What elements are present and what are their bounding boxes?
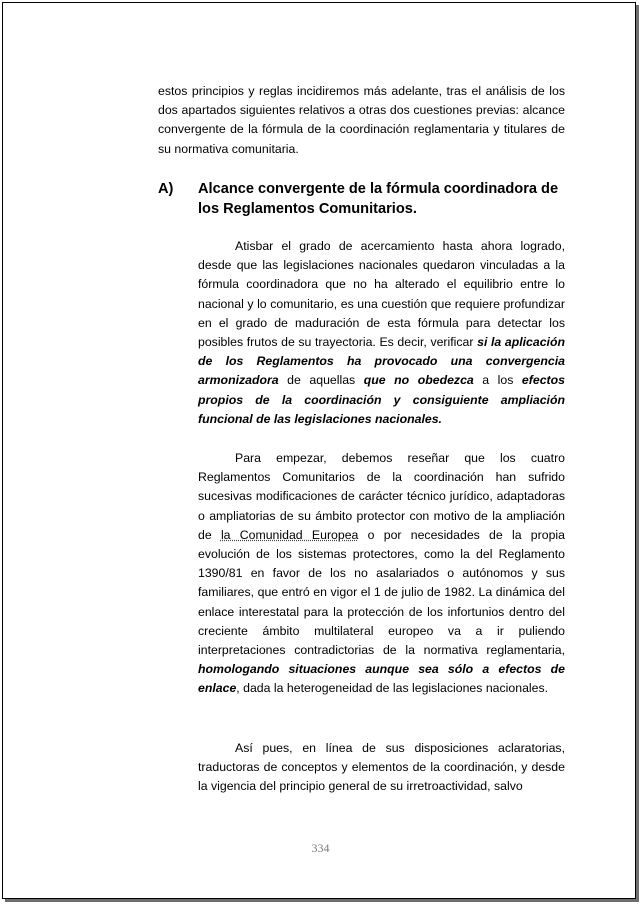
comunidad-europea-link[interactable]: la Comunidad Europea (220, 527, 359, 542)
text-run: Para empezar, debemos reseñar que los cuatro Reglamentos Comunitarios de la coordinación han sufrido sucesivas modificaciones de carácter técnico jurídico, adaptadoras o ampliatorias de su ámbito protector con motivo de la ampliación de (198, 451, 565, 542)
document-page (2, 2, 636, 899)
text-run: o por necesidades de la propia evolución de los sistemas protectores, como la del Reglamento 1390/81 en favor de los no asalariados o autónomos y sus familiares, que entró en vigor el 1 de julio de 1982. La dinámica del enlace interestatal para la protección de los infortunios dentro del creciente ámbito multilateral europeo va a ir puliendo interpretaciones contradictorias de la normativa reglamentaria, (198, 527, 565, 658)
paragraph-atisbar (198, 237, 565, 429)
section-heading: Alcance convergente de la fórmula coordinadora de los Reglamentos Comunitarios. (198, 181, 559, 217)
emphasis-run: efectos propios de la coordinación y consiguiente ampliación funcional de las legislaciones nacionales. (198, 373, 565, 426)
emphasis-run: que no obedezca (363, 373, 474, 388)
paragraph-intro: estos principios y reglas incidiremos más adelante, tras el análisis de los dos apartados siguientes relativos a otras dos cuestiones previas: alcance convergente de la fórmula de la coordinación reglamentaria y titulares de su normativa comunitaria. (158, 84, 565, 156)
paragraph-para-empezar (198, 449, 565, 699)
emphasis-run: homologando situaciones aunque sea sólo a efectos de enlace (198, 662, 565, 696)
text-run: , dada la heterogeneidad de las legislaciones nacionales. (236, 681, 549, 696)
emphasis-run: si la aplicación de los Reglamentos ha provocado una convergencia armonizadora (198, 335, 565, 388)
text-run: a los (473, 373, 522, 388)
text-run: de aquellas (278, 373, 364, 388)
section-letter: A) (158, 181, 174, 197)
text-run: Atisbar el grado de acercamiento hasta ahora logrado, desde que las legislaciones nacionales quedaron vinculadas a la fórmula coordinadora que no ha alterado el equilibrio entre lo nacional y lo comunitario, es una cuestión que requiere profundizar en el grado de maduración de esta fórmula para detectar los posibles frutos de su trayectoria. Es decir, verificar (198, 239, 565, 350)
paragraph-asi-pues: Así pues, en línea de sus disposiciones aclaratorias, traductoras de conceptos y elementos de la coordinación, y desde la vigencia del principio general de su irretroactividad, salvo (198, 741, 565, 794)
page-number: 334 (311, 841, 330, 855)
